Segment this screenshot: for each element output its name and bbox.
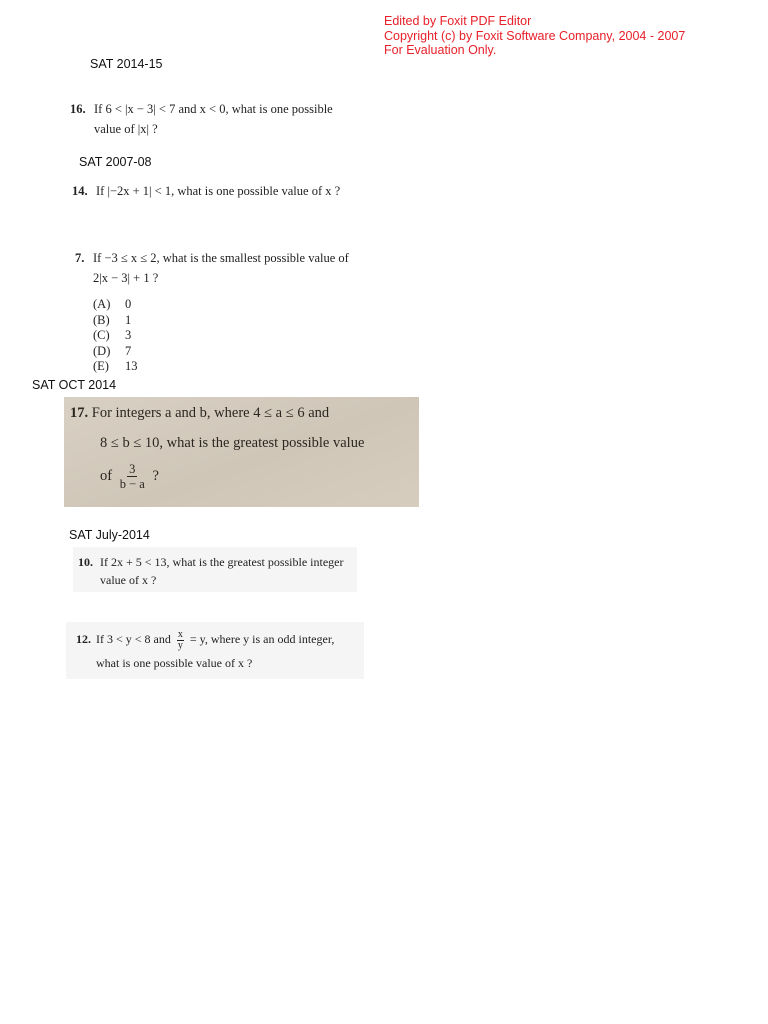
choice-a: (A) 0	[93, 297, 132, 311]
answer-choices	[93, 297, 138, 375]
question-number: 14.	[72, 184, 88, 198]
fraction-numerator: 3	[129, 462, 136, 477]
question-12	[76, 627, 334, 675]
question-text-line-2: value of x ?	[100, 573, 157, 587]
choice-d: (D) 7	[93, 343, 132, 358]
question-number: 7.	[75, 251, 85, 265]
question-14	[72, 181, 340, 201]
section-label-sat-2014-15: SAT 2014-15	[90, 57, 163, 71]
fraction-denominator: b − a	[119, 477, 145, 492]
question-text-line-1: If 6 < |x − 3| < 7 and x < 0, what is one possible	[94, 102, 333, 116]
choice-b: (B) 1	[93, 312, 132, 327]
question-text-line-2: value of |x| ?	[94, 122, 158, 136]
question-10	[78, 553, 343, 589]
question-text-line-1: If −3 ≤ x ≤ 2, what is the smallest possible value of	[93, 251, 349, 265]
question-number: 12.	[76, 632, 91, 646]
watermark-line-1: Edited by Foxit PDF Editor	[384, 14, 532, 28]
section-label-sat-2007-08: SAT 2007-08	[79, 155, 152, 169]
question-text-line-2: 8 ≤ b ≤ 10, what is the greatest possible value	[100, 435, 365, 451]
question-16	[70, 99, 333, 139]
question-number: 17.	[70, 405, 89, 421]
foxit-watermark	[384, 14, 685, 58]
scanned-question-17	[64, 397, 419, 507]
question-text-line-3-prefix: of	[100, 468, 113, 484]
question-text-line-1: If 2x + 5 < 13, what is the greatest possible integer	[100, 555, 344, 569]
question-text-line-1-suffix: = y, where y is an odd integer,	[189, 632, 335, 646]
question-text-line-2: 2|x − 3| + 1 ?	[93, 271, 159, 285]
fraction	[177, 630, 184, 651]
fraction-denominator: y	[177, 639, 183, 651]
question-text-line-1-prefix: If 3 < y < 8 and	[96, 632, 171, 646]
fraction	[120, 462, 145, 491]
choice-c: (C) 3	[93, 328, 132, 342]
question-number: 10.	[78, 555, 93, 569]
question-7	[75, 248, 349, 288]
watermark-line-3: For Evaluation Only.	[384, 43, 497, 57]
watermark-line-2: Copyright (c) by Foxit Software Company, 2004 - 2007	[384, 28, 686, 43]
question-text-line-3-suffix: ?	[152, 468, 159, 484]
question-text: If |−2x + 1| < 1, what is one possible value of x ?	[96, 184, 341, 198]
question-number: 16.	[70, 102, 86, 116]
fraction-numerator: x	[177, 628, 183, 640]
choice-e: (E) 13	[93, 359, 138, 373]
question-text-line-1: For integers a and b, where 4 ≤ a ≤ 6 and	[91, 405, 330, 421]
question-text-line-2: what is one possible value of x ?	[96, 656, 253, 670]
section-label-sat-july-2014: SAT July-2014	[69, 528, 150, 542]
section-label-sat-oct-2014: SAT OCT 2014	[32, 378, 117, 392]
